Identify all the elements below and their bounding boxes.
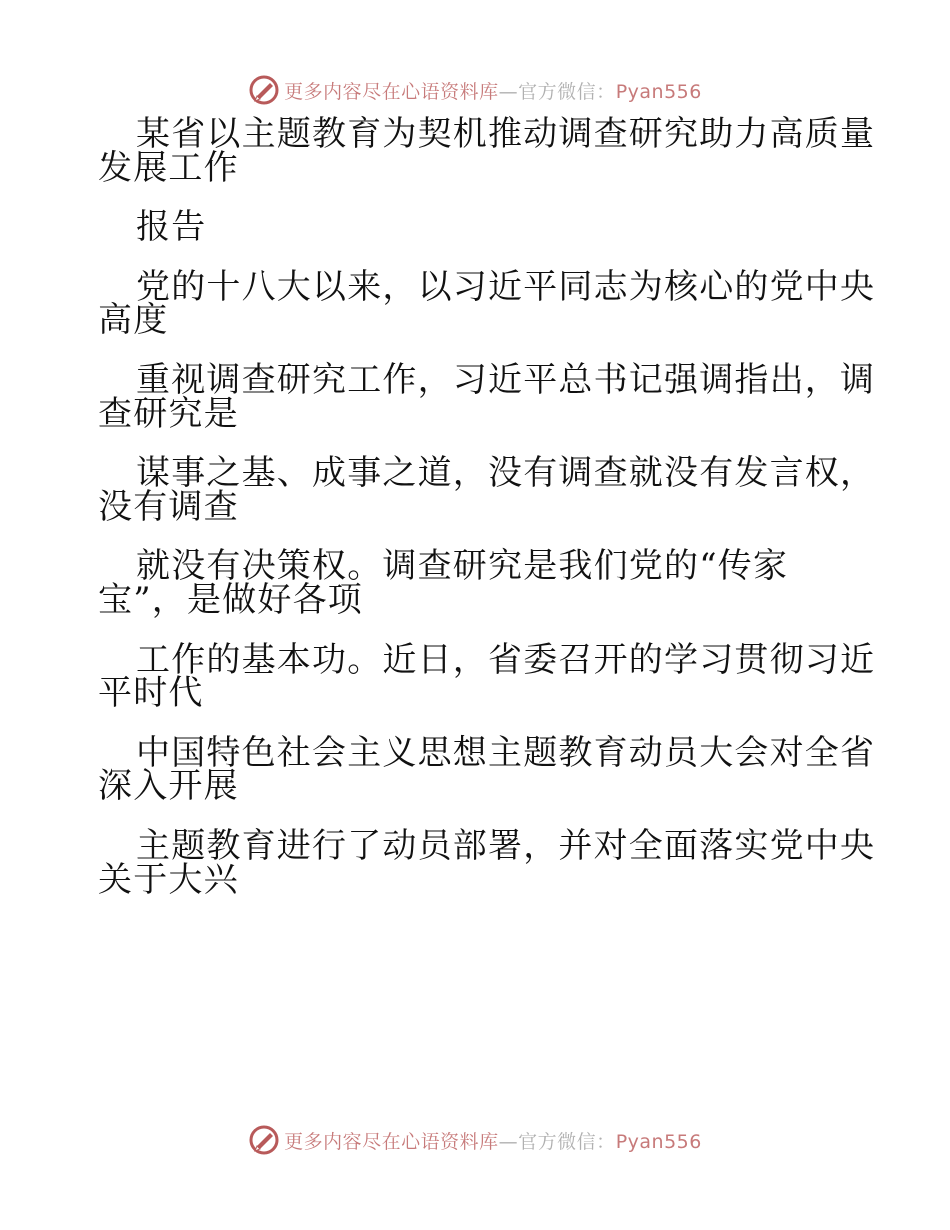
header-watermark bbox=[0, 70, 950, 110]
paragraph-first-line: 中国特色社会主义思想主题教育动员大会对全省 bbox=[136, 732, 876, 773]
paragraph-line: 查研究是 bbox=[98, 393, 239, 434]
paragraph-first-line: 工作的基本功。近日，省委召开的学习贯彻习近 bbox=[136, 639, 876, 680]
paragraph-line: 关于大兴 bbox=[98, 859, 239, 900]
watermark-wechat-id: Pyan556 bbox=[615, 80, 702, 103]
pen-logo-icon bbox=[248, 1124, 280, 1156]
document-body bbox=[98, 114, 876, 900]
paragraph bbox=[98, 266, 876, 341]
paragraph-line: 发展工作 bbox=[98, 147, 239, 188]
paragraph bbox=[98, 359, 876, 434]
paragraph-line: 没有调查 bbox=[98, 486, 239, 527]
paragraph-first-line: 报告 bbox=[136, 207, 207, 248]
watermark-wechat-label: 官方微信： bbox=[518, 1130, 616, 1153]
watermark-wechat-id: Pyan556 bbox=[615, 1130, 702, 1153]
paragraph bbox=[98, 207, 858, 248]
paragraph-gap bbox=[98, 185, 858, 211]
watermark-dash: — bbox=[498, 1130, 519, 1153]
paragraph-first-line: 主题教育进行了动员部署，并对全面落实党中央 bbox=[136, 825, 876, 866]
watermark-dash: — bbox=[498, 80, 519, 103]
paragraph bbox=[98, 825, 876, 900]
paragraph bbox=[98, 732, 876, 807]
watermark-site: 更多内容尽在心语资料库 bbox=[284, 80, 499, 103]
paragraph-first-line: 重视调查研究工作，习近平总书记强调指出，调 bbox=[136, 359, 876, 400]
paragraph bbox=[98, 453, 876, 527]
paragraph-first-line: 某省以主题教育为契机推动调查研究助力高质量 bbox=[136, 114, 876, 154]
watermark-wechat-label: 官方微信： bbox=[518, 80, 616, 103]
paragraph bbox=[98, 114, 876, 188]
pen-logo-icon bbox=[248, 74, 280, 106]
paragraph-first-line: 就没有决策权。调查研究是我们党的“传家 bbox=[136, 546, 789, 587]
paragraph-first-line: 党的十八大以来，以习近平同志为核心的党中央 bbox=[136, 266, 876, 307]
paragraph-first-line: 谋事之基、成事之道，没有调查就没有发言权， bbox=[136, 453, 876, 494]
paragraph-line: 高度 bbox=[98, 300, 169, 341]
paragraph-line: 平时代 bbox=[98, 673, 204, 714]
paragraph-line: 深入开展 bbox=[98, 766, 239, 807]
watermark-text bbox=[284, 77, 702, 104]
watermark-site: 更多内容尽在心语资料库 bbox=[284, 1130, 499, 1153]
footer-watermark bbox=[0, 1120, 950, 1160]
paragraph bbox=[98, 639, 876, 714]
paragraph-line: 宝”，是做好各项 bbox=[98, 579, 363, 620]
watermark-text bbox=[284, 1127, 702, 1154]
paragraph bbox=[98, 546, 858, 620]
